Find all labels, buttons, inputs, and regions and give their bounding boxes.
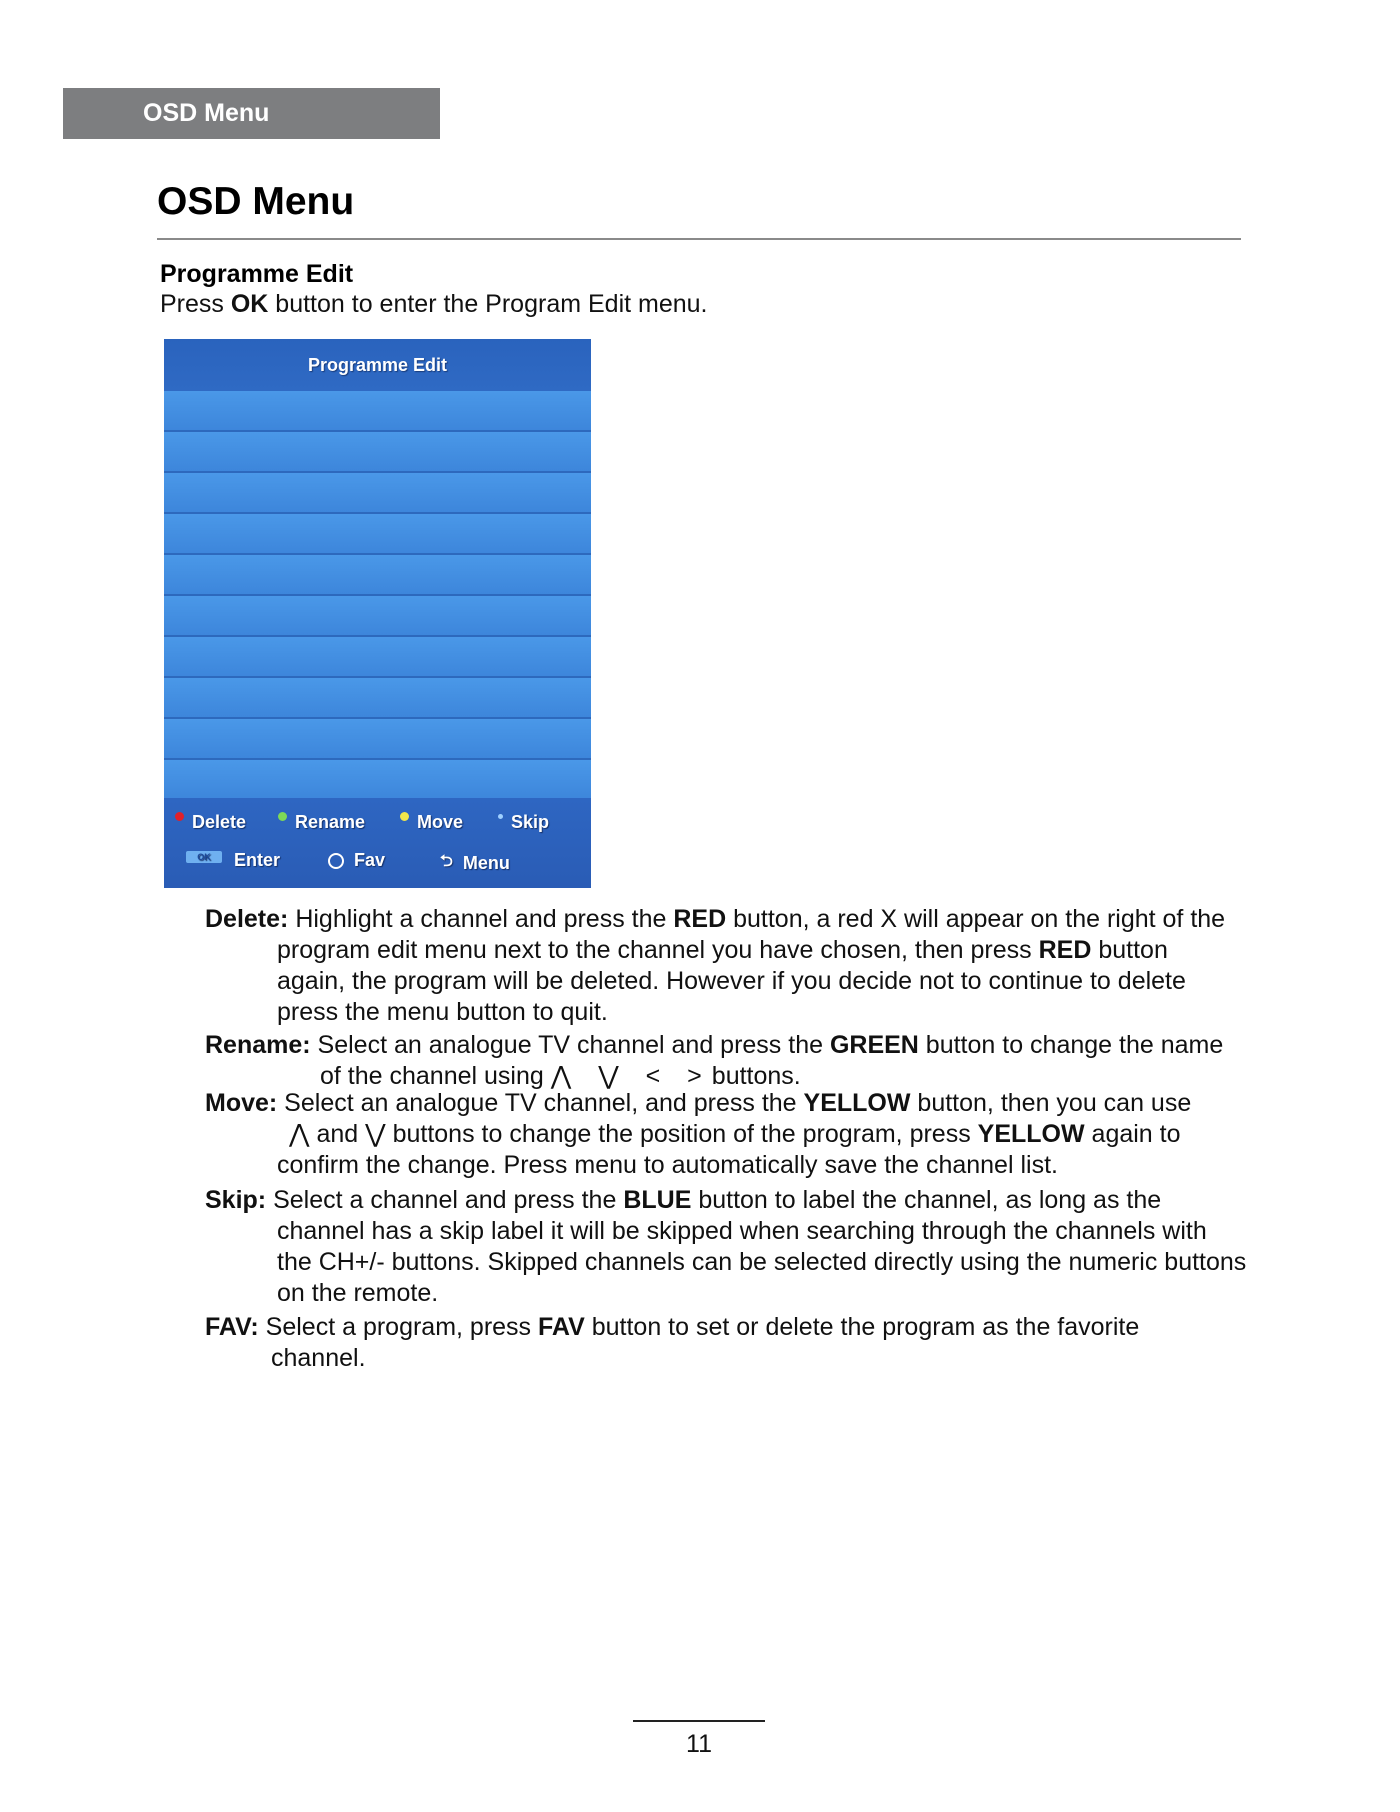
section-heading: Programme Edit [160, 260, 354, 288]
title-divider [157, 238, 1241, 240]
move-description: Move: Select an analogue TV channel, and press the YELLOW button, then you can use ⋀ and ⋁ buttons to change the position of the program, press YELLOW again to confirm the change. Press menu to automatically save the channel list. [205, 1089, 1192, 1179]
section-tab: OSD Menu [63, 88, 440, 139]
osd-title: Programme Edit [164, 339, 591, 391]
ok-key-icon: OK [186, 851, 222, 863]
osd-channel-row [164, 514, 591, 555]
yellow-dot-icon [400, 812, 409, 821]
delete-description: Delete: Highlight a channel and press the RED button, a red X will appear on the right of the program edit menu next to the channel you have chosen, then press RED button again, the program will be deleted. However if you decide not to continue to delete press the menu button to quit. [205, 905, 1226, 1026]
osd-channel-row [164, 432, 591, 473]
fav-description: FAV: Select a program, press FAV button to set or delete the program as the favorite channel. [205, 1313, 1140, 1372]
footer-divider [633, 1720, 765, 1722]
intro-text: Press OK button to enter the Program Edit menu. [160, 290, 708, 318]
osd-channel-row [164, 596, 591, 637]
skip-description: Skip: Select a channel and press the BLUE button to label the channel, as long as the channel has a skip label it will be skipped when searching through the channels with the CH+/- buttons. Skipped channels can be selected directly using the numeric buttons on the remote. [205, 1186, 1247, 1307]
function-descriptions [205, 904, 1305, 1374]
red-dot-icon [175, 812, 184, 821]
arrow-keys-glyphs: ⋀ ⋁ < > [550, 1062, 712, 1090]
programme-edit-screenshot [164, 339, 591, 888]
return-arrow-icon: ⮌ [440, 853, 453, 870]
osd-channel-row [164, 678, 591, 719]
page-title: OSD Menu [157, 180, 355, 223]
rename-description: Rename: Select an analogue TV channel and press the GREEN button to change the name of the channel using ⋀ ⋁ < >buttons. [205, 1031, 1224, 1090]
osd-channel-row [164, 719, 591, 760]
osd-channel-row [164, 555, 591, 596]
fav-key-icon [328, 853, 344, 869]
osd-channel-row [164, 391, 591, 432]
osd-channel-row [164, 637, 591, 678]
page-number: 11 [686, 1730, 712, 1758]
osd-channel-row [164, 760, 591, 801]
legend-fav: Fav [328, 850, 385, 871]
legend-menu: ⮌ Menu [440, 850, 510, 877]
green-dot-icon [278, 812, 287, 821]
osd-key-legend [164, 798, 591, 888]
osd-channel-list [164, 391, 591, 798]
legend-move: Move [400, 812, 463, 833]
blue-dot-icon [498, 814, 503, 819]
legend-skip: Skip [498, 812, 549, 833]
legend-delete: Delete [175, 812, 246, 833]
legend-enter: OK Enter [186, 850, 280, 871]
legend-rename: Rename [278, 812, 365, 833]
osd-channel-row [164, 473, 591, 514]
